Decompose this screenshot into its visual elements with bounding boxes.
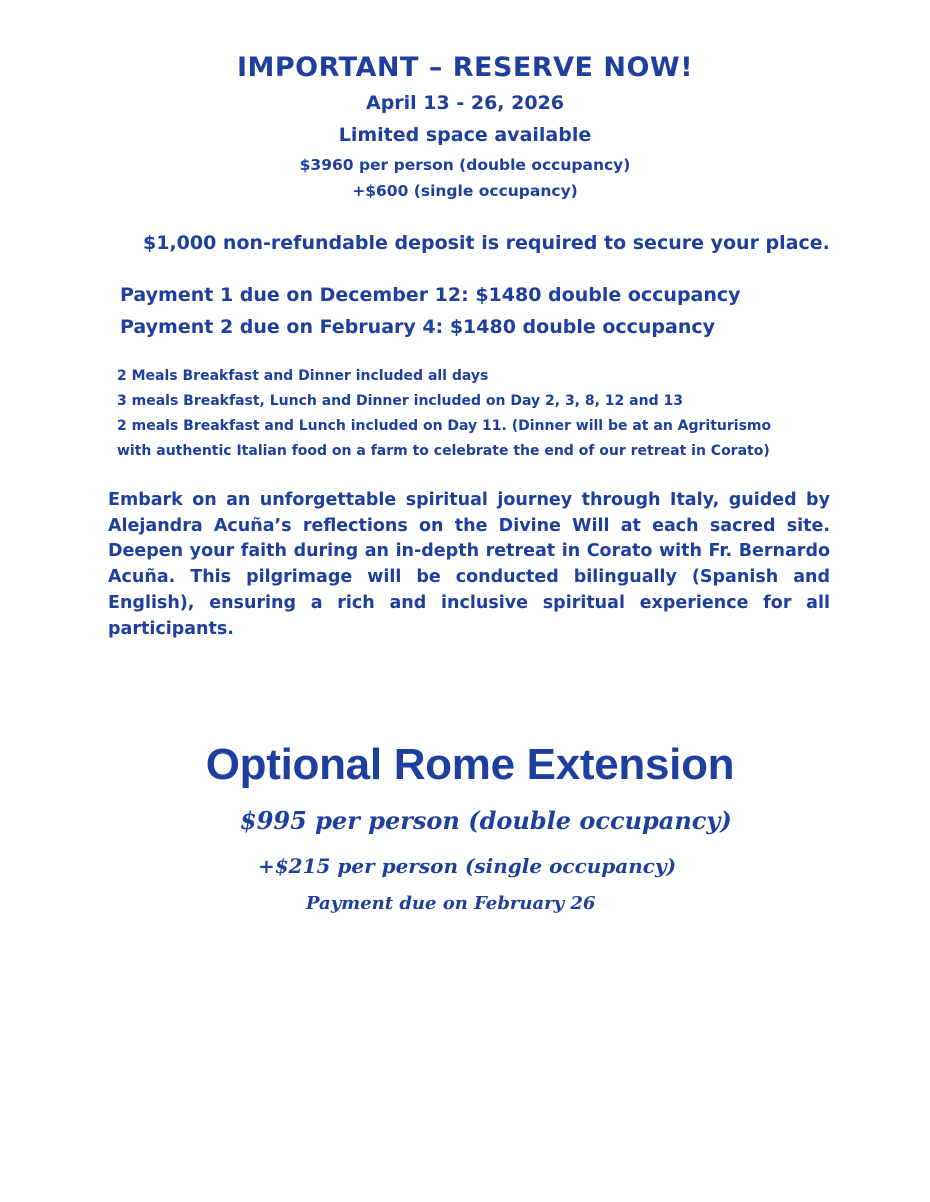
rome-price-double: $995 per person (double occupancy) [240,806,732,835]
price-double-occupancy: $3960 per person (double occupancy) [299,156,631,174]
trip-dates: April 13 - 26, 2026 [365,92,565,114]
payment-1: Payment 1 due on December 12: $1480 double occupancy [120,284,741,306]
deposit-notice: $1,000 non-refundable deposit is required to secure your place. [143,232,830,254]
meal-line: 3 meals Breakfast, Lunch and Dinner included on Day 2, 3, 8, 12 and 13 [117,393,683,409]
price-single-occupancy: +$600 (single occupancy) [352,182,578,200]
meal-line: 2 meals Breakfast and Lunch included on Day 11. (Dinner will be at an Agriturismo [117,418,772,434]
rome-extension-title: Optional Rome Extension [205,740,735,789]
meal-line: with authentic Italian food on a farm to celebrate the end of our retreat in Corato) [117,443,770,459]
page-title: IMPORTANT – RESERVE NOW! [236,52,694,83]
payment-2: Payment 2 due on February 4: $1480 double occupancy [120,316,716,338]
pilgrimage-description: Embark on an unforgettable spiritual journey through Italy, guided by Alejandra Acuña’s reflections on the Divine Will at each sacred site. Deepen your faith during an in-depth retreat in Corato with Fr. Bernardo Acuña. This pilgrimage will be conducted bilingually (Spanish and English), ensuring a rich and inclusive spiritual experience for all participants. [108,490,830,639]
rome-payment-due: Payment due on February 26 [306,893,596,914]
rome-price-single: +$215 per person (single occupancy) [258,854,677,878]
meal-line: 2 Meals Breakfast and Dinner included all days [117,368,489,384]
limited-space-notice: Limited space available [338,124,592,146]
